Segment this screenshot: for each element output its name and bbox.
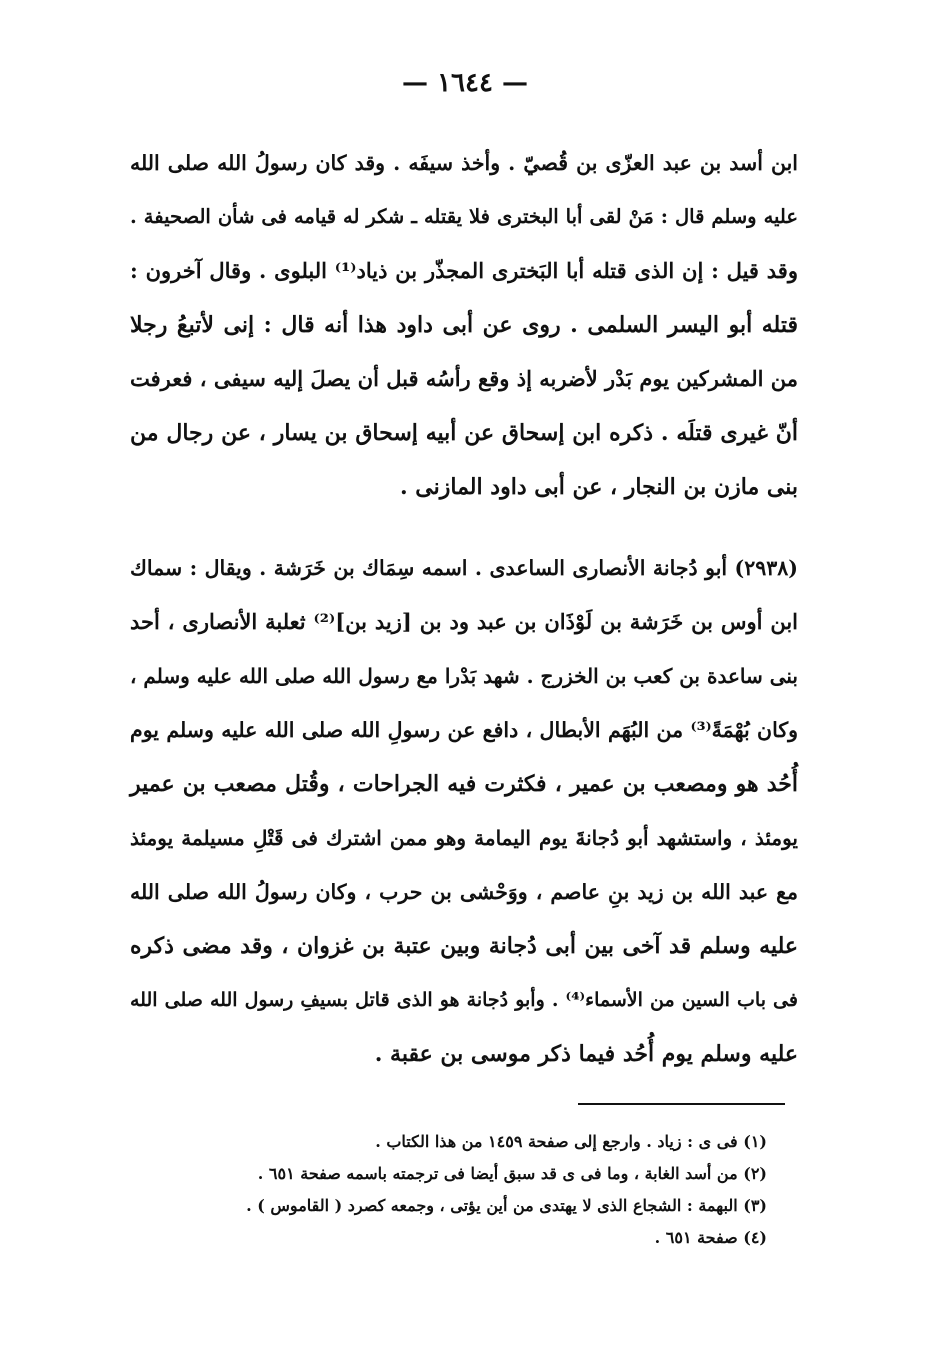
text-line: يومئذ ، واستشهد أبو دُجانةَ يوم اليمامة وهو ممن اشترك فى قَتْلِ مسيلمة يومئذ: [130, 826, 798, 850]
text-line: أُحُد هو ومصعب بن عمير ، فكثرت فيه الجراحات ، وقُتل مصعب بن عمير: [130, 771, 798, 797]
text-line: ابن أسد بن عبد العزّى بن قُصيّ . وأخذ سيفَه . وقد كان رسولُ الله صلى الله: [130, 151, 798, 175]
text-line: (٢٩٣٨) أبو دُجانة الأنصارى الساعدى . اسمه سِمَاك بن خَرَشة . ويقال : سماك: [130, 556, 798, 580]
text-line: وقد قيل : إن الذى قتله أبا البَخترى المجذّر بن ذياد⁽¹⁾ البلوى . وقال آخرون :: [130, 258, 798, 283]
text-line: من المشركين يوم بَدْر لأضربه إذ وقع رأسُه قبل أن يصلَ إليه سيفى ، فعرفت: [130, 366, 798, 391]
text-line: ابن أوس بن خَرَشة بن لَوْذَان بن عبد ود بن [زيد بن]⁽²⁾ ثعلبة الأنصارى ، أحد: [130, 609, 798, 634]
text-line: بنى مازن بن النجار ، عن أبى داود المازنى .: [399, 474, 798, 500]
entry-2938-abu-dujana: [130, 541, 798, 1081]
text-line: فى باب السين من الأسماء⁽⁴⁾ . وأبو دُجانة هو الذى قاتل بسيفِ رسول الله صلى الله: [130, 989, 798, 1011]
footnote-separator: [578, 1103, 785, 1105]
text-line: أنّ غيرى قتلَه . ذكره ابن إسحاق عن أبيه إسحاق بن يسار ، عن رجال من: [130, 420, 798, 446]
text-line: قتله أبو اليسر السلمى . روى عن أبى داود هذا أنه قال : إنى لأتبعُ رجلا: [130, 312, 798, 338]
text-line: عليه وسلم قد آخى بين أبى دُجانة وبين عتبة بن غزوان ، وقد مضى ذكره: [130, 933, 798, 959]
footnotes: [190, 1126, 767, 1254]
text-line: بنى ساعدة بن كعب بن الخزرج . شهد بَدْرا مع رسول الله صلى الله عليه وسلم ،: [130, 664, 798, 688]
text-line: مع عبد الله بن زيد بنِ عاصم ، ووَحْشى بن حرب ، وكان رسولُ الله صلى الله: [130, 880, 798, 904]
text-line: عليه وسلم قال : مَنْ لقى أبا البخترى فلا يقتله ـ شكر له قيامه فى شأن الصحيفة .: [130, 205, 798, 228]
footnote-4: (٤) صفحة ٦٥١ .: [654, 1228, 767, 1247]
page-number: — ١٦٤٤ —: [402, 68, 528, 98]
footnote-1: (١) فى ى : زياد . وارجع إلى صفحة ١٤٥٩ من هذا الكتاب .: [375, 1132, 767, 1151]
footnote-2: (٢) من أسد الغابة ، وما فى ى قد سبق أيضا فى ترجمته باسمه صفحة ٦٥١ .: [257, 1164, 767, 1183]
text-line: عليه وسلم يوم أُحُد فيما ذكر موسى بن عقبة .: [374, 1041, 798, 1067]
footnote-3: (٣) البهمة : الشجاع الذى لا يهتدى من أين يؤتى ، وجمعه كصرد ( القاموس ) .: [246, 1196, 767, 1215]
paragraph-continuation: [130, 136, 798, 514]
text-line: وكان بُهْمَةً⁽³⁾ من البُهَم الأبطال ، دافع عن رسولِ الله صلى الله عليه وسلم يوم: [130, 718, 799, 742]
